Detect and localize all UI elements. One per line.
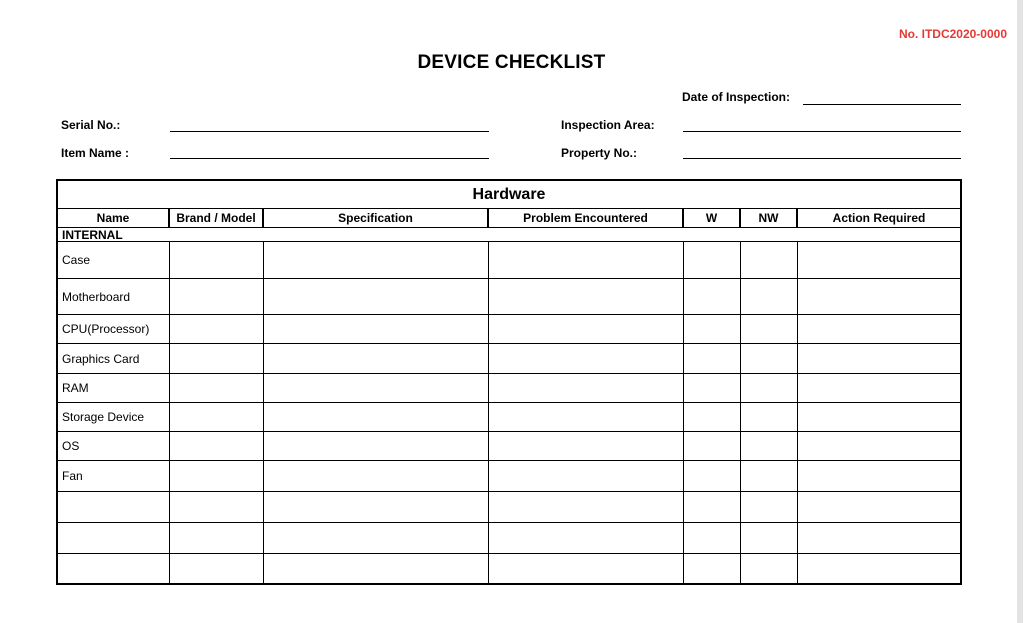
action-cell[interactable] (797, 374, 961, 403)
specification-cell[interactable] (263, 492, 488, 523)
row-name-cell[interactable] (57, 554, 169, 584)
nw-cell[interactable] (740, 523, 797, 554)
brand-model-cell[interactable] (169, 315, 263, 344)
column-header-specification: Specification (263, 209, 488, 228)
row-name-cell[interactable] (57, 523, 169, 554)
table-row (57, 403, 961, 432)
w-cell[interactable] (683, 279, 740, 315)
brand-model-cell[interactable] (169, 492, 263, 523)
w-cell[interactable] (683, 374, 740, 403)
column-header-problem-encountered: Problem Encountered (488, 209, 683, 228)
column-header-name: Name (57, 209, 169, 228)
table-row (57, 461, 961, 492)
nw-cell[interactable] (740, 492, 797, 523)
specification-cell[interactable] (263, 432, 488, 461)
action-cell[interactable] (797, 403, 961, 432)
row-name-cell: Case (57, 242, 169, 279)
table-row (57, 242, 961, 279)
specification-cell[interactable] (263, 554, 488, 584)
column-header-w: W (683, 209, 740, 228)
date-of-inspection-field[interactable] (803, 104, 961, 105)
date-of-inspection-label: Date of Inspection: (682, 90, 791, 104)
action-cell[interactable] (797, 279, 961, 315)
row-name-cell: Fan (57, 461, 169, 492)
w-cell[interactable] (683, 523, 740, 554)
specification-cell[interactable] (263, 374, 488, 403)
row-name-cell: Motherboard (57, 279, 169, 315)
specification-cell[interactable] (263, 461, 488, 492)
specification-cell[interactable] (263, 242, 488, 279)
property-no-label: Property No.: (561, 146, 638, 160)
action-cell[interactable] (797, 315, 961, 344)
nw-cell[interactable] (740, 279, 797, 315)
column-header-nw: NW (740, 209, 797, 228)
w-cell[interactable] (683, 315, 740, 344)
brand-model-cell[interactable] (169, 554, 263, 584)
row-name-cell[interactable] (57, 492, 169, 523)
nw-cell[interactable] (740, 461, 797, 492)
brand-model-cell[interactable] (169, 461, 263, 492)
group-label-internal: INTERNAL (57, 228, 961, 242)
nw-cell[interactable] (740, 242, 797, 279)
column-header-row (57, 209, 961, 228)
nw-cell[interactable] (740, 315, 797, 344)
nw-cell[interactable] (740, 432, 797, 461)
brand-model-cell[interactable] (169, 523, 263, 554)
table-row (57, 432, 961, 461)
action-cell[interactable] (797, 523, 961, 554)
brand-model-cell[interactable] (169, 432, 263, 461)
nw-cell[interactable] (740, 344, 797, 374)
vertical-scrollbar[interactable] (1017, 0, 1023, 623)
specification-cell[interactable] (263, 315, 488, 344)
w-cell[interactable] (683, 242, 740, 279)
column-header-action-required: Action Required (797, 209, 961, 228)
problem-cell[interactable] (488, 432, 683, 461)
w-cell[interactable] (683, 492, 740, 523)
nw-cell[interactable] (740, 374, 797, 403)
brand-model-cell[interactable] (169, 279, 263, 315)
problem-cell[interactable] (488, 344, 683, 374)
action-cell[interactable] (797, 242, 961, 279)
table-row (57, 492, 961, 523)
problem-cell[interactable] (488, 403, 683, 432)
inspection-area-label: Inspection Area: (561, 118, 655, 132)
problem-cell[interactable] (488, 554, 683, 584)
property-no-field[interactable] (683, 158, 961, 159)
table-row (57, 279, 961, 315)
action-cell[interactable] (797, 344, 961, 374)
document-number: No. ITDC2020-0000 (898, 27, 1007, 41)
nw-cell[interactable] (740, 403, 797, 432)
row-name-cell: OS (57, 432, 169, 461)
w-cell[interactable] (683, 432, 740, 461)
row-name-cell: RAM (57, 374, 169, 403)
w-cell[interactable] (683, 344, 740, 374)
serial-no-label: Serial No.: (61, 118, 121, 132)
action-cell[interactable] (797, 461, 961, 492)
hardware-section-title: Hardware (57, 180, 961, 209)
problem-cell[interactable] (488, 279, 683, 315)
problem-cell[interactable] (488, 523, 683, 554)
item-name-field[interactable] (170, 158, 489, 159)
table-row (57, 344, 961, 374)
table-row (57, 523, 961, 554)
w-cell[interactable] (683, 403, 740, 432)
problem-cell[interactable] (488, 492, 683, 523)
brand-model-cell[interactable] (169, 403, 263, 432)
brand-model-cell[interactable] (169, 344, 263, 374)
row-name-cell: Storage Device (57, 403, 169, 432)
serial-no-field[interactable] (170, 131, 489, 132)
row-name-cell: Graphics Card (57, 344, 169, 374)
problem-cell[interactable] (488, 315, 683, 344)
specification-cell[interactable] (263, 403, 488, 432)
problem-cell[interactable] (488, 461, 683, 492)
inspection-area-field[interactable] (683, 131, 961, 132)
specification-cell[interactable] (263, 279, 488, 315)
brand-model-cell[interactable] (169, 374, 263, 403)
table-row (57, 315, 961, 344)
w-cell[interactable] (683, 554, 740, 584)
column-header-brand-model: Brand / Model (169, 209, 263, 228)
hardware-checklist-table (56, 179, 962, 585)
table-row (57, 554, 961, 584)
table-row (57, 374, 961, 403)
page-title: DEVICE CHECKLIST (417, 52, 606, 73)
action-cell[interactable] (797, 492, 961, 523)
specification-cell[interactable] (263, 344, 488, 374)
problem-cell[interactable] (488, 242, 683, 279)
action-cell[interactable] (797, 432, 961, 461)
w-cell[interactable] (683, 461, 740, 492)
specification-cell[interactable] (263, 523, 488, 554)
problem-cell[interactable] (488, 374, 683, 403)
brand-model-cell[interactable] (169, 242, 263, 279)
row-name-cell: CPU(Processor) (57, 315, 169, 344)
nw-cell[interactable] (740, 554, 797, 584)
item-name-label: Item Name : (61, 146, 130, 160)
action-cell[interactable] (797, 554, 961, 584)
